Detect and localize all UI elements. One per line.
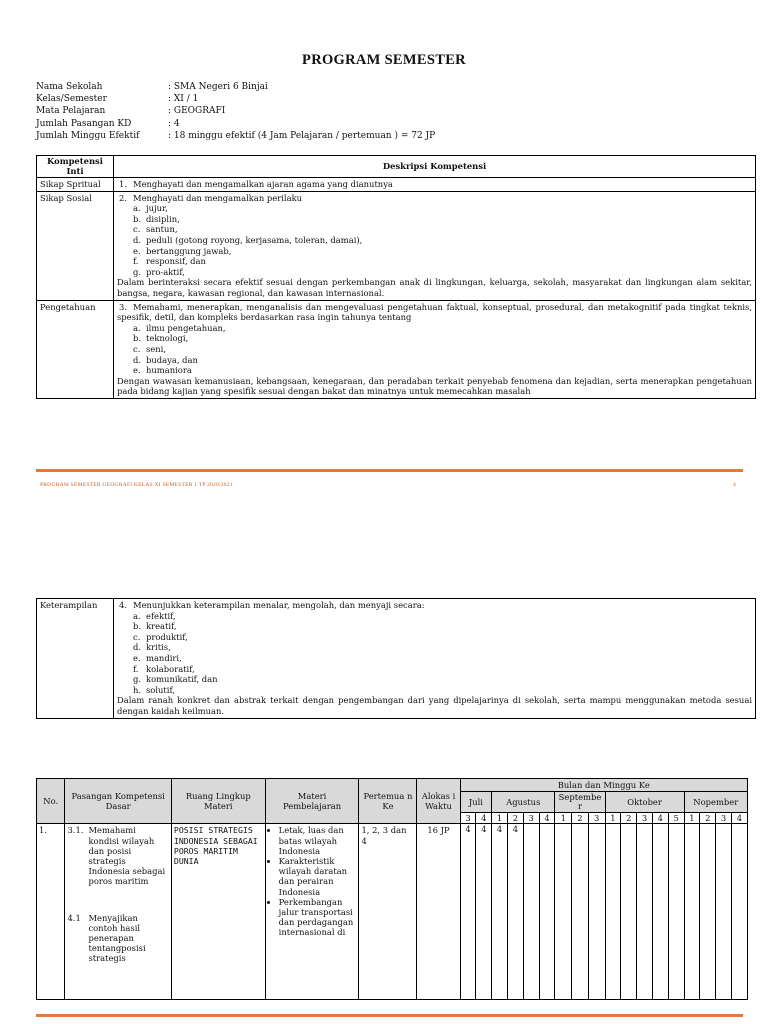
list-item: e. bertanggung jawab,	[133, 245, 232, 256]
table-row	[37, 300, 756, 398]
header-no: No.	[37, 779, 65, 824]
pertemuan-cell: 1, 2, 3 dan 4	[359, 824, 417, 1000]
schedule-header-row	[37, 779, 748, 792]
table-row	[37, 191, 756, 300]
row-description	[114, 191, 756, 300]
row-description	[114, 178, 756, 192]
row-label: Keterampilan	[37, 599, 114, 719]
week-cell	[700, 824, 716, 1000]
week-number: 2	[572, 813, 589, 824]
week-number: 1	[684, 813, 700, 824]
week-cell	[555, 824, 572, 1000]
item-number: 4.	[119, 600, 127, 610]
info-row	[36, 81, 435, 93]
list-item: h. solutif,	[133, 684, 175, 695]
week-cell	[716, 824, 732, 1000]
list-item: e. humaniora	[133, 365, 192, 376]
week-cell	[637, 824, 653, 1000]
list-item: c. seni,	[133, 343, 166, 354]
month-nopember: Nopember	[684, 792, 747, 813]
list-item: d. budaya, dan	[133, 354, 198, 365]
header-materi: Materi Pembelajaran	[265, 779, 359, 824]
week-number: 3	[523, 813, 539, 824]
week-cell: 4	[492, 824, 508, 1000]
footer-text: PROGRAM SEMESTER GEOGRAFI KELAS XI SEMESTER 1 TP 2020/2021	[40, 482, 233, 488]
header-kompetensi-inti: Kompetensi Inti	[37, 156, 114, 178]
item-text: Memahami, menerapkan, menganalisis dan mengevaluasi pengetahuan faktual, konseptual, prosedural, dan metakognitif pada tingkat teknis, spesifik, detil, dan kompleks berdasarkan rasa ingin tahunya tentang	[117, 301, 752, 323]
week-cell	[684, 824, 700, 1000]
week-number: 3	[637, 813, 653, 824]
week-cell	[621, 824, 637, 1000]
info-row	[36, 105, 435, 117]
week-cell	[605, 824, 621, 1000]
week-number: 4	[539, 813, 555, 824]
month-oktober: Oktober	[605, 792, 684, 813]
week-number: 4	[476, 813, 492, 824]
info-value: : 4	[168, 118, 180, 129]
week-number: 1	[605, 813, 621, 824]
list-item: b. teknologi,	[133, 333, 189, 344]
week-cell: 4	[460, 824, 476, 1000]
item-number: 3.	[119, 301, 127, 312]
month-september: Septembe r	[555, 792, 605, 813]
info-value: : SMA Negeri 6 Binjai	[168, 82, 268, 92]
kompetensi-inti-table	[36, 155, 756, 399]
page-number: 4	[733, 482, 736, 488]
ruang-lingkup-cell: POSISI STRATEGIS INDONESIA SEBAGAI POROS MARITIM DUNIA	[171, 824, 265, 1000]
week-cell	[572, 824, 589, 1000]
list-item: e. mandiri,	[133, 652, 182, 663]
week-cell	[523, 824, 539, 1000]
item-text: Menunjukkan keterampilan menalar, mengolah, dan menyaji secara:	[133, 600, 425, 610]
footer-rule	[36, 1014, 743, 1017]
row-description	[114, 300, 756, 398]
week-number: 3	[716, 813, 732, 824]
list-item: b. kreatif,	[133, 621, 177, 632]
item-number: 2.	[119, 192, 127, 203]
info-row	[36, 118, 435, 130]
closing-text: Dalam berinteraksi secara efektif sesuai dengan perkembangan anak di lingkungan, keluarga, sekolah, masyarakat dan lingkungan alam sekitar, bangsa, negara, kawasan regional, dan kawasan internasional.	[117, 277, 752, 298]
week-cell: 4	[476, 824, 492, 1000]
info-label: Mata Pelajaran	[36, 106, 106, 117]
alokasi-cell: 16 JP	[417, 824, 460, 1000]
item-number: 1.	[119, 179, 127, 189]
schedule-table	[36, 778, 748, 1000]
info-row	[36, 130, 435, 142]
week-cell	[652, 824, 668, 1000]
page-title: PROGRAM SEMESTER	[302, 52, 466, 68]
week-number: 2	[700, 813, 716, 824]
week-number: 2	[621, 813, 637, 824]
header-ruang-lingkup: Ruang Lingkup Materi	[171, 779, 265, 824]
week-number: 5	[668, 813, 684, 824]
list-item: d. peduli (gotong royong, kerjasama, toleran, damai),	[133, 234, 363, 245]
table-row	[37, 599, 756, 719]
row-label: Sikap Sosial	[37, 191, 114, 300]
kd-item: 3.1. Memahami kondisi wilayah dan posisi strategis Indonesia sebagai poros maritim	[67, 825, 166, 887]
closing-text: Dengan wawasan kemanusiaan, kebangsaan, kenegaraan, dan peradaban terkait penyebab fenomena dan kejadian, serta menerapkan pengetahuan pada bidang kajian yang spesifik sesuai dengan bakat dan minatnya untuk memecahkan masalah	[117, 375, 752, 397]
list-item: c. santun,	[133, 224, 178, 235]
list-item: c. produktif,	[133, 631, 188, 642]
info-row	[36, 93, 435, 105]
info-value: : 18 minggu efektif (4 Jam Pelajaran / pertemuan ) = 72 JP	[168, 130, 436, 141]
list-item: g. komunikatif, dan	[133, 674, 218, 685]
list-item: a. jujur,	[133, 203, 168, 214]
week-cell	[731, 824, 747, 1000]
item-text: Menghayati dan mengamalkan perilaku	[133, 192, 303, 203]
info-label: Nama Sekolah	[36, 82, 103, 92]
materi-cell	[265, 824, 359, 1000]
table-header-row	[37, 156, 756, 178]
week-cell	[539, 824, 555, 1000]
week-number: 4	[652, 813, 668, 824]
list-item: a. efektif,	[133, 610, 176, 621]
week-number: 3	[460, 813, 476, 824]
info-value: : XI / 1	[168, 94, 199, 105]
header-deskripsi: Deskripsi Kompetensi	[114, 156, 756, 178]
info-label: Kelas/Semester	[36, 94, 107, 105]
week-cell	[588, 824, 605, 1000]
month-agustus: Agustus	[492, 792, 555, 813]
list-item: • Perkembangan jalur transportasi dan perdagangan internasional di	[279, 897, 357, 938]
header-alokasi: Alokas i Waktu	[417, 779, 460, 824]
header-kd: Pasangan Kompetensi Dasar	[65, 779, 171, 824]
list-item: b. disiplin,	[133, 213, 180, 224]
list-item: f. responsif, dan	[133, 256, 206, 267]
footer-rule	[36, 469, 743, 472]
row-description	[114, 599, 756, 719]
list-item: • Karakteristik wilayah daratan dan perairan Indonesia	[279, 856, 357, 897]
week-cell: 4	[508, 824, 524, 1000]
table-row	[37, 824, 748, 1000]
week-number: 3	[588, 813, 605, 824]
list-item: • Letak, luas dan batas wilayah Indonesia	[279, 825, 357, 856]
info-label: Jumlah Minggu Efektif	[36, 130, 140, 141]
kd-item: 4.1 Menyajikan contoh hasil penerapan tentangposisi strategis	[67, 912, 146, 964]
info-label: Jumlah Pasangan KD	[36, 118, 132, 129]
closing-text: Dalam ranah konkret dan abstrak terkait dengan pengembangan dari yang dipelajarinya di sekolah, serta mampu menggunakan metoda sesuai dengan kaidah keilmuan.	[117, 695, 752, 716]
list-item: a. ilmu pengetahuan,	[133, 322, 226, 333]
week-number: 1	[492, 813, 508, 824]
header-pertemuan: Pertemua n Ke	[359, 779, 417, 824]
week-number: 1	[555, 813, 572, 824]
item-text: Menghayati dan mengamalkan ajaran agama yang dianutnya	[133, 179, 393, 189]
row-label: Sikap Spritual	[37, 178, 114, 192]
list-item: g. pro-aktif,	[133, 266, 185, 277]
school-info	[36, 81, 435, 142]
list-item: d. kritis,	[133, 642, 171, 653]
list-item: f. kolaboratif,	[133, 663, 195, 674]
row-label: Pengetahuan	[37, 300, 114, 398]
keterampilan-table	[36, 598, 756, 719]
week-cell	[668, 824, 684, 1000]
table-row	[37, 178, 756, 192]
info-value: : GEOGRAFI	[168, 106, 226, 117]
row-number: 1.	[37, 824, 65, 1000]
month-juli: Juli	[460, 792, 492, 813]
week-number: 4	[731, 813, 747, 824]
header-bulan-minggu: Bulan dan Minggu Ke	[460, 779, 747, 792]
week-number: 2	[508, 813, 524, 824]
kd-cell	[65, 824, 171, 1000]
